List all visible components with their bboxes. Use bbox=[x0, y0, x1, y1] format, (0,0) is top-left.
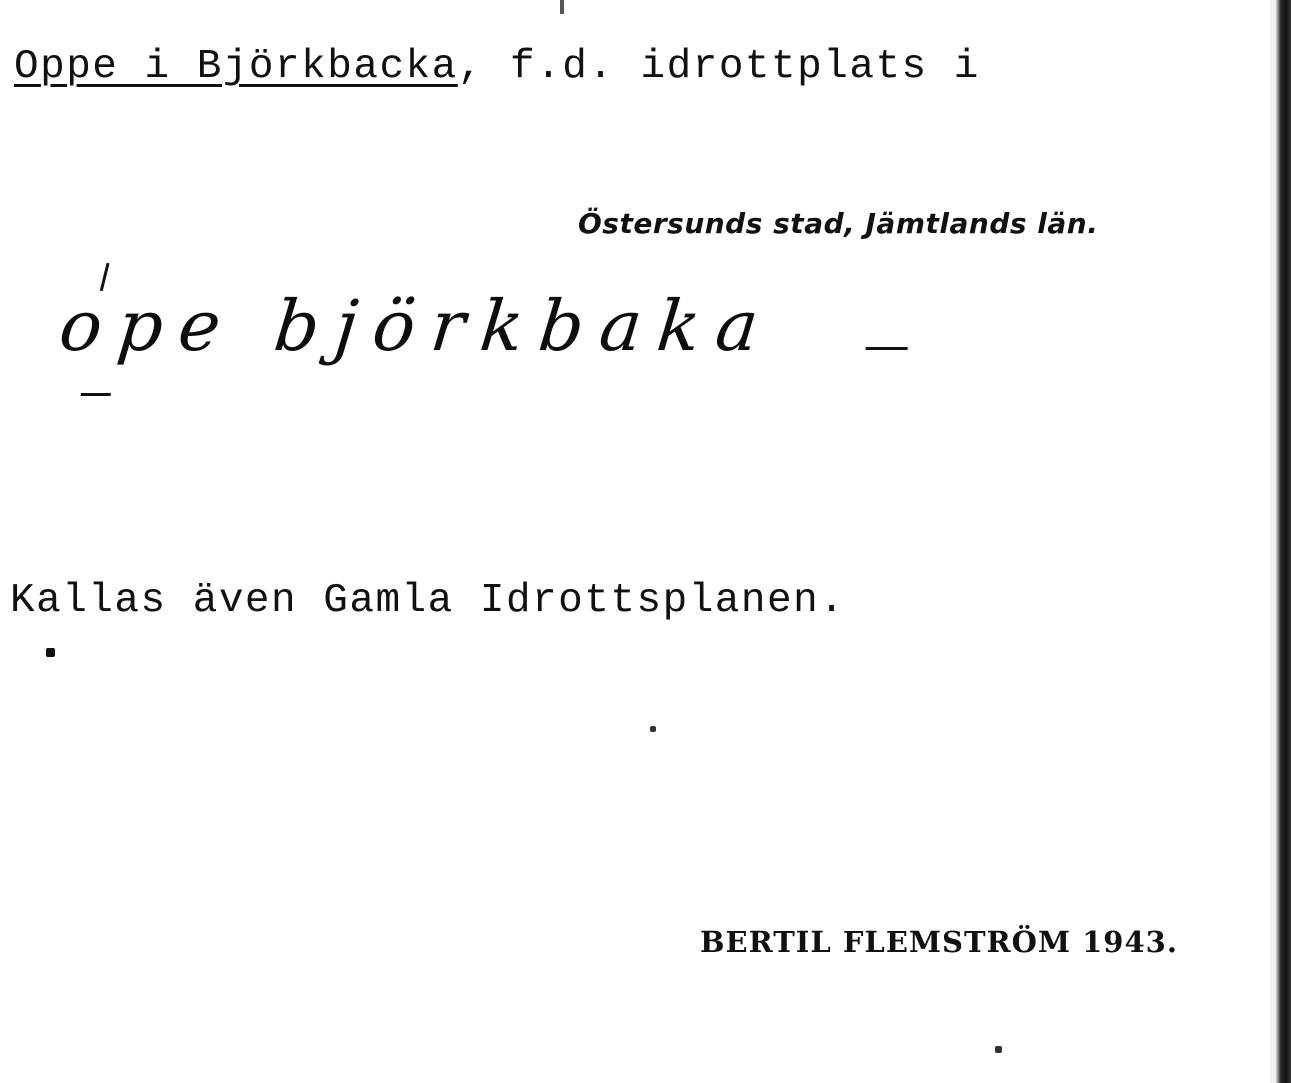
page-title-underlined: Oppe i Björkbacka bbox=[14, 44, 458, 90]
handwritten-text: ope björkbaka bbox=[55, 285, 779, 367]
underline-mark-first bbox=[81, 393, 111, 396]
alternate-name-note: Kallas även Gamla Idrottsplanen. bbox=[10, 578, 846, 624]
handwritten-transcription bbox=[56, 285, 778, 367]
ink-speck-bottom bbox=[995, 1046, 1002, 1053]
ink-speck-middle bbox=[650, 726, 656, 732]
page-title bbox=[14, 44, 980, 90]
underline-mark-second bbox=[865, 347, 907, 350]
scan-artifact-top bbox=[560, 0, 564, 14]
page-title-rest: , f.d. idrottplats i bbox=[457, 44, 980, 90]
place-subtitle: Östersunds stad, Jämtlands län. bbox=[578, 207, 1099, 240]
ink-speck-left bbox=[46, 648, 55, 657]
card-edge-shadow bbox=[1275, 0, 1291, 1083]
collector-credit: BERTIL FLEMSTRÖM 1943. bbox=[700, 925, 1178, 959]
